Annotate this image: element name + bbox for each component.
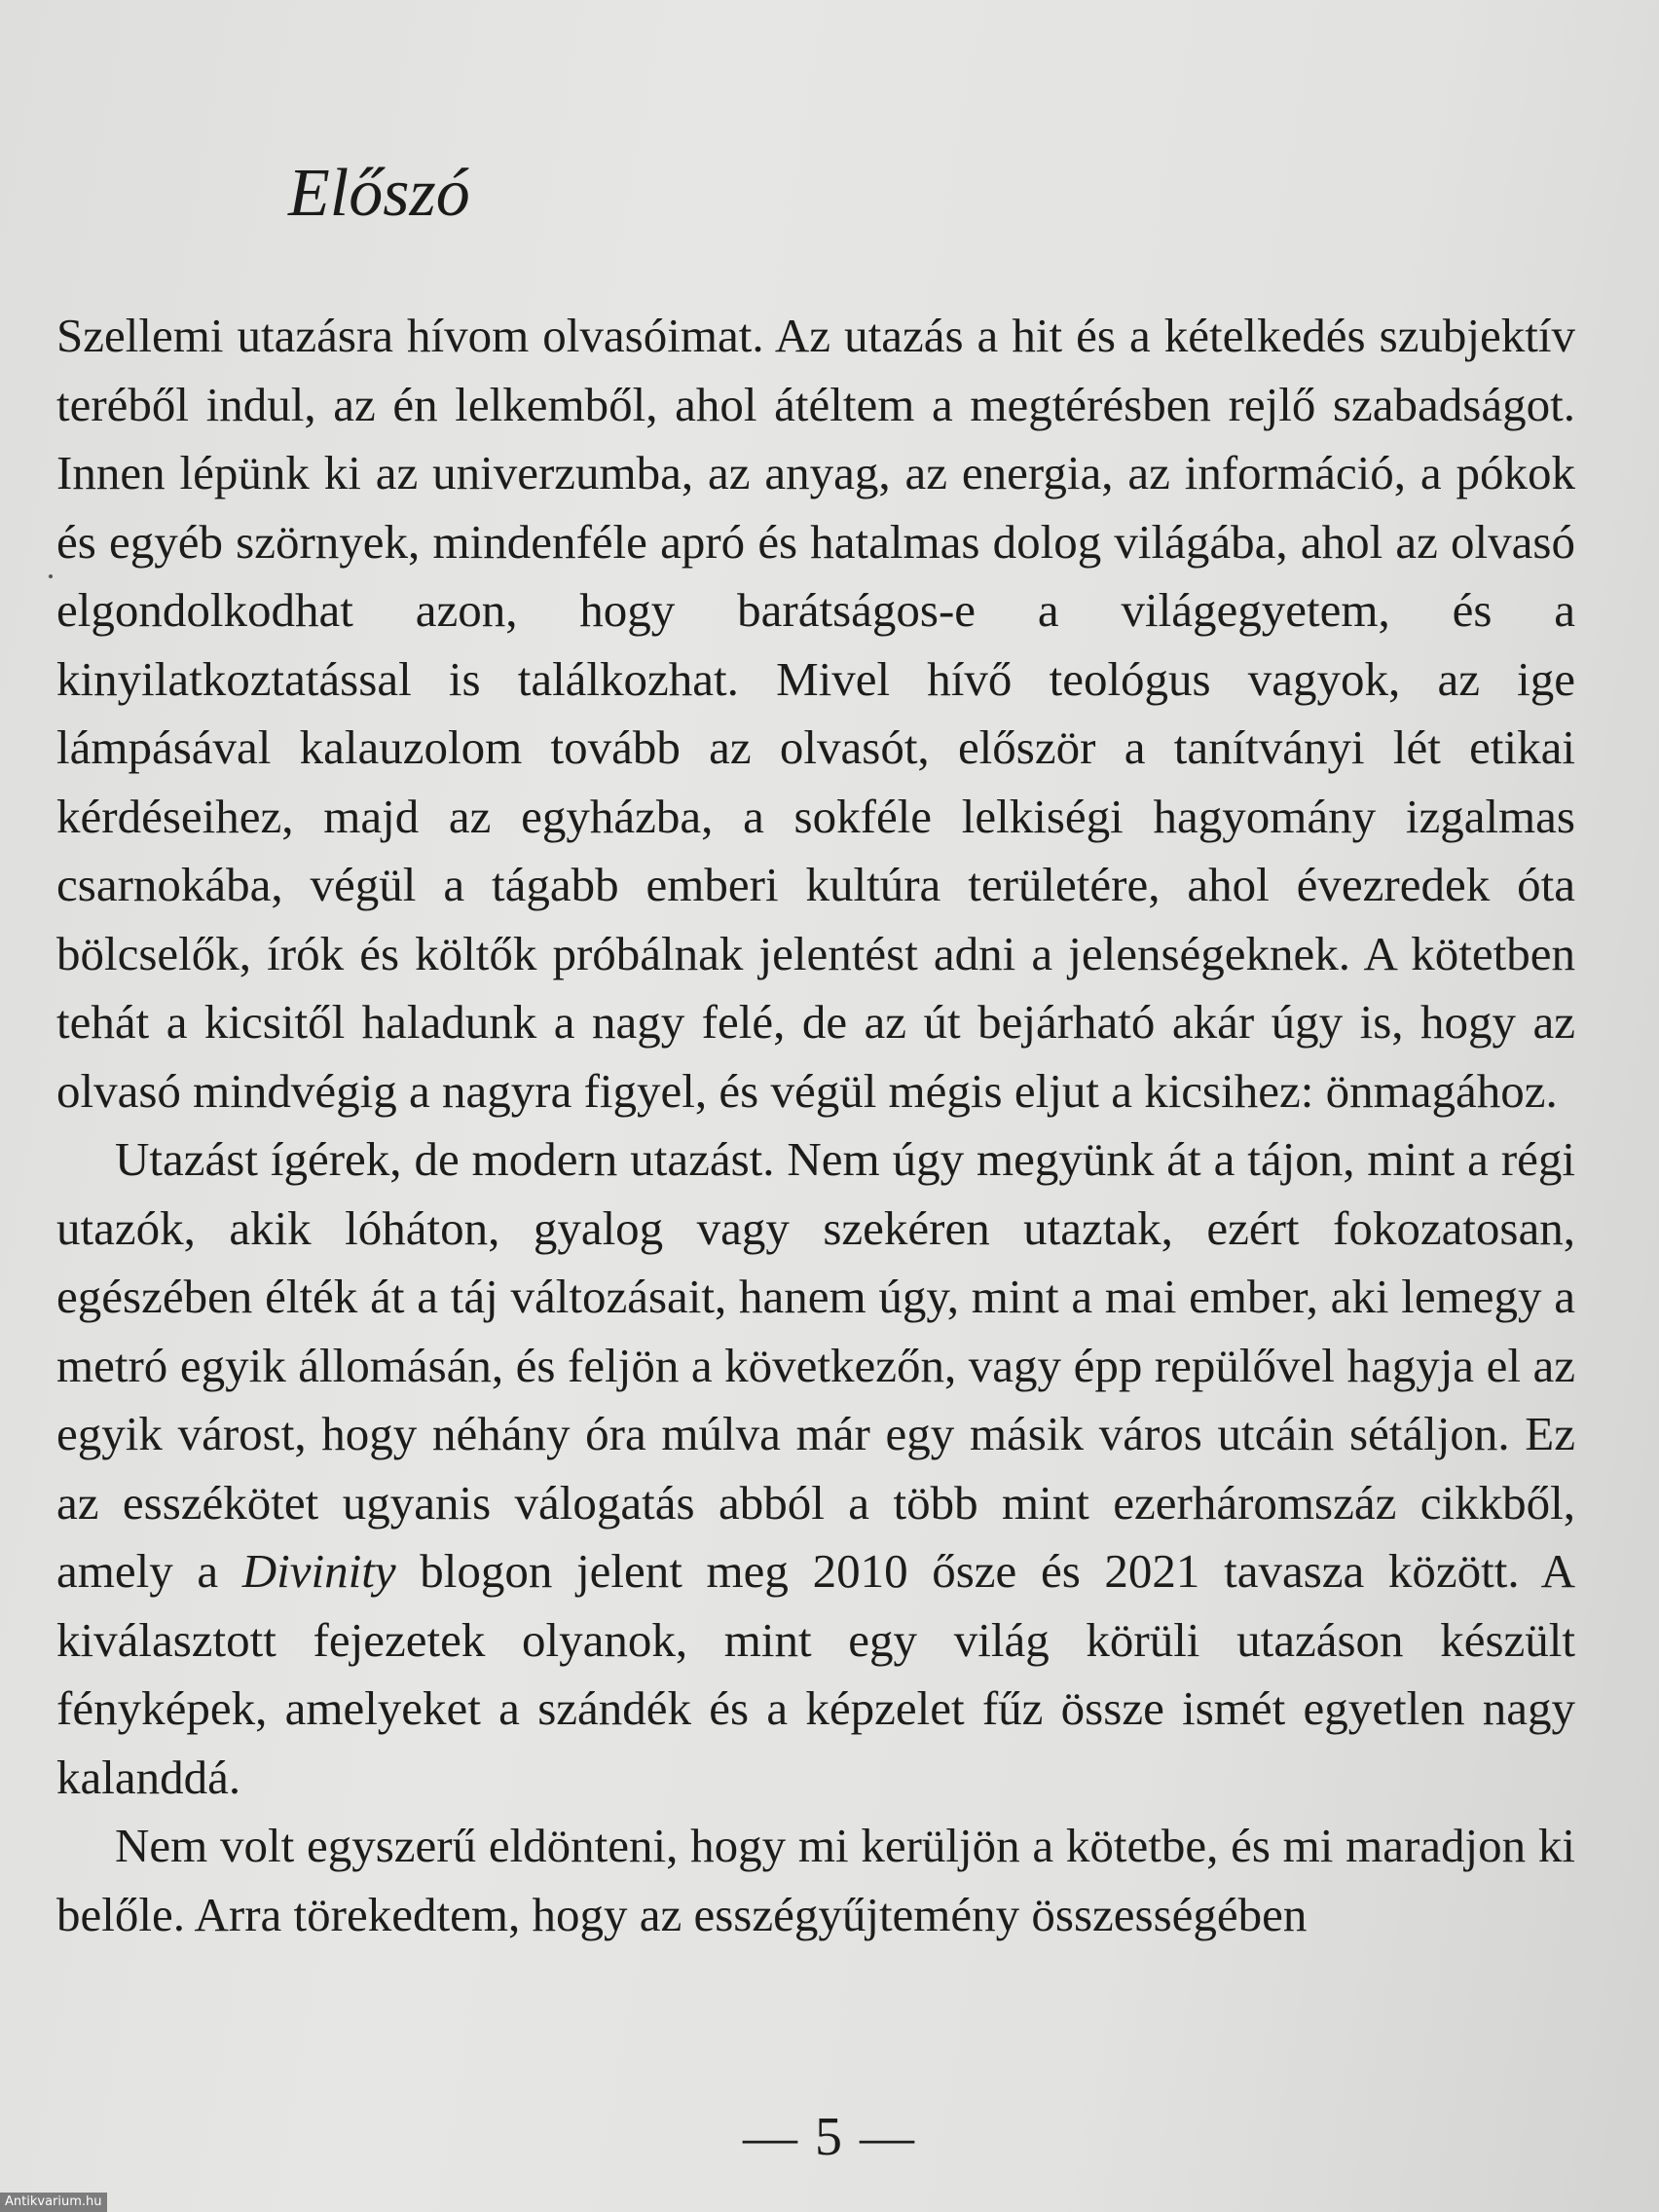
paragraph-2 xyxy=(56,1125,1575,1812)
bleed-through-text xyxy=(461,0,1552,271)
watermark-label: Antikvarium.hu xyxy=(0,2193,107,2212)
chapter-title: Előszó xyxy=(288,156,470,231)
paper-speck xyxy=(49,574,53,578)
paragraph-1: Szellemi utazásra hívom olvasóimat. Az utazás a hit és a kételkedés szubjektív teréből indul, az én lelkemből, ahol átéltem a megtérésben rejlő szabadságot. Innen lépünk ki az univerzumba, az anyag, az energia, az információ, a pókok és egyéb szörnyek, mindenféle apró és hatalmas dolog világába, ahol az olvasó elgondolkodhat azon, hogy barátságos-e a világegyetem, és a kinyilatkoztatással is találkozhat. Mivel hívő teológus vagyok, az ige lámpásával kalauzolom tovább az olvasót, először a tanítványi lét etikai kérdéseihez, majd az egyházba, a sokféle lelkiségi hagyomány izgalmas csarnokába, végül a tágabb emberi kultúra területére, ahol évezredek óta bölcselők, írók és költők próbálnak jelentést adni a jelenségeknek. A kötetben tehát a kicsitől haladunk a nagy felé, de az út bejárható akár úgy is, hogy az olvasó mindvégig a nagyra figyel, és végül mégis eljut a kicsihez: önmagához. xyxy=(56,309,1575,1118)
paragraph-2-part-1: Utazást ígérek, de modern utazást. Nem úgy megyünk át a tájon, mint a régi utazók, akik lóháton, gyalog vagy szekéren utaztak, ezért fokozatosan, egészében élték át a táj változásait, hanem úgy, mint a mai ember, aki lemegy a metró egyik állomásán, és feljön a következőn, vagy épp repülővel hagyja el az egyik várost, hogy néhány óra múlva már egy másik város utcáin sétáljon. Ez az esszékötet ugyanis válogatás abból a több mint ezerháromszáz cikkből, amely a xyxy=(56,1132,1575,1598)
blog-name-emphasis: Divinity xyxy=(241,1544,396,1598)
paragraph-3: Nem volt egyszerű eldönteni, hogy mi kerüljön a kötetbe, és mi maradjon ki belőle. Arra törekedtem, hogy az esszégyűjtemény összességében xyxy=(56,1819,1575,1941)
page-number: — 5 — xyxy=(743,2107,916,2167)
paragraph-2-part-2: blogon jelent meg 2010 ősze és 2021 tavasza között. A kiválasztott fejezetek olyanok, mint egy világ körüli utazáson készült fényképek, amelyeket a szándék és a képzelet fűz össze ismét egyetlen nagy kalanddá. xyxy=(56,1544,1575,1804)
body-text xyxy=(56,302,1575,1949)
